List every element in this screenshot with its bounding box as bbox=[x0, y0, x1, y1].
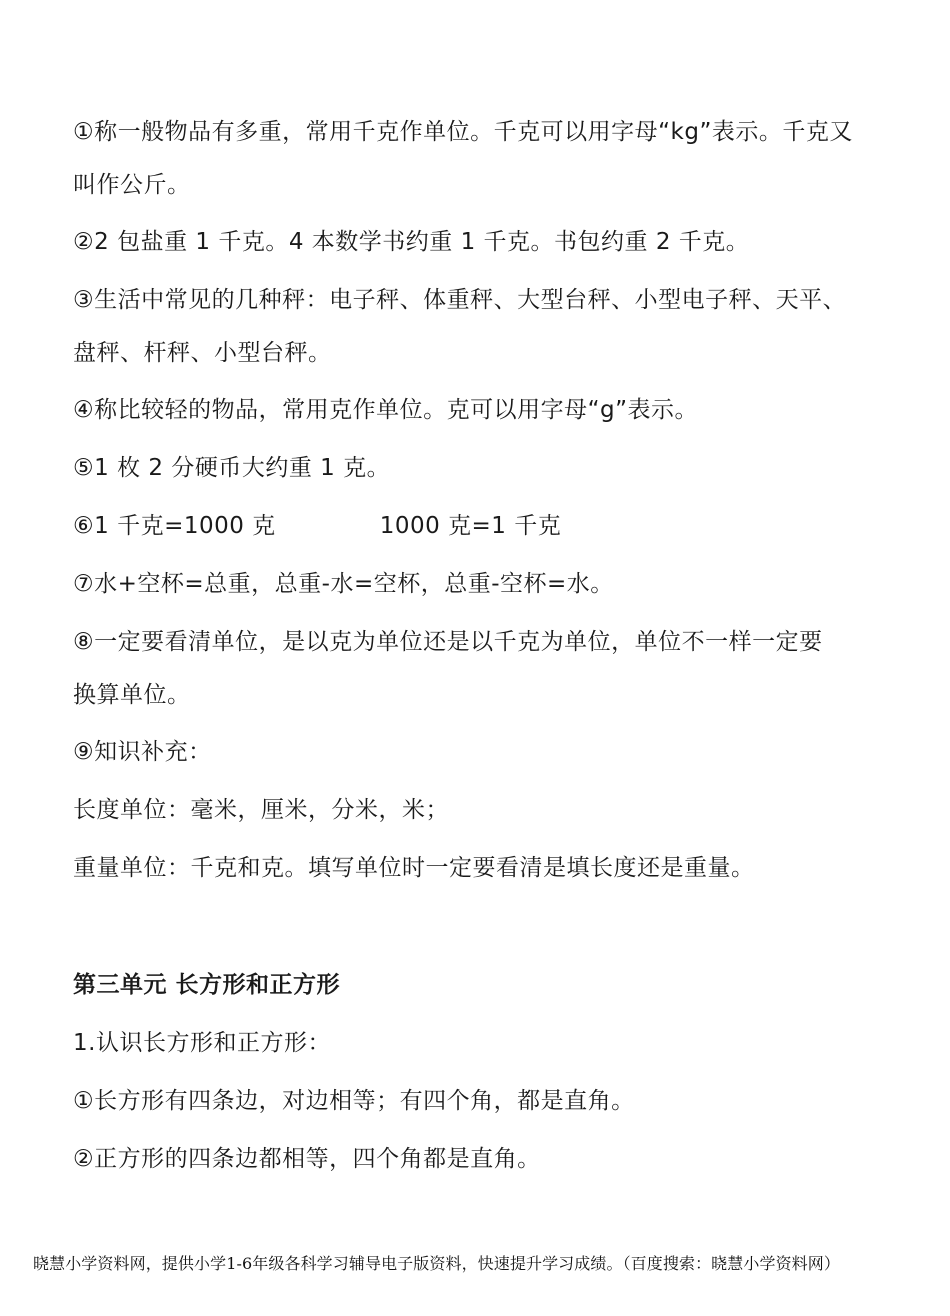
text-line-scales-cont: 盘秤、杆秤、小型台秤。 bbox=[73, 340, 332, 366]
conversion-kg-to-g: ⑥1 千克=1000 克 bbox=[73, 513, 276, 539]
text-line-length-units: 长度单位：毫米，厘米，分米，米； bbox=[73, 797, 449, 823]
text-line-rectangle: ①长方形有四条边，对边相等；有四个角，都是直角。 bbox=[73, 1088, 635, 1114]
text-line-unit-warning-cont: 换算单位。 bbox=[73, 682, 191, 708]
text-line-water-cup: ⑦水+空杯=总重，总重-水=空杯，总重-空杯=水。 bbox=[73, 571, 614, 597]
conversion-g-to-kg: 1000 克=1 千克 bbox=[379, 513, 562, 539]
text-line-kilogram-alias: 叫作公斤。 bbox=[73, 172, 191, 198]
text-line-examples: ②2 包盐重 1 千克。4 本数学书约重 1 千克。书包约重 2 千克。 bbox=[73, 229, 750, 255]
text-line-scales: ③生活中常见的几种秤：电子秤、体重秤、大型台秤、小型电子秤、天平、 bbox=[73, 287, 847, 313]
page-footer: 晓慧小学资料网，提供小学1-6年级各科学习辅导电子版资料，快速提升学习成绩。（百度搜索：晓慧小学资料网） bbox=[33, 1254, 840, 1273]
text-line-recognize-shapes: 1.认识长方形和正方形： bbox=[73, 1030, 331, 1056]
text-line-weight-units: 重量单位：千克和克。填写单位时一定要看清是填长度还是重量。 bbox=[73, 855, 755, 881]
section-heading: 第三单元 长方形和正方形 bbox=[73, 972, 341, 998]
text-line-square: ②正方形的四条边都相等，四个角都是直角。 bbox=[73, 1146, 541, 1172]
text-line-unit-warning: ⑧一定要看清单位，是以克为单位还是以千克为单位，单位不一样一定要 bbox=[73, 629, 823, 655]
text-line-coin-weight: ⑤1 枚 2 分硬币大约重 1 克。 bbox=[73, 455, 391, 481]
text-line-kilogram-definition: ①称一般物品有多重，常用千克作单位。千克可以用字母“kg”表示。千克又 bbox=[73, 119, 853, 145]
text-line-supplement: ⑨知识补充： bbox=[73, 739, 212, 765]
text-line-gram-definition: ④称比较轻的物品，常用克作单位。克可以用字母“g”表示。 bbox=[73, 397, 699, 423]
text-line-conversion bbox=[73, 511, 561, 541]
